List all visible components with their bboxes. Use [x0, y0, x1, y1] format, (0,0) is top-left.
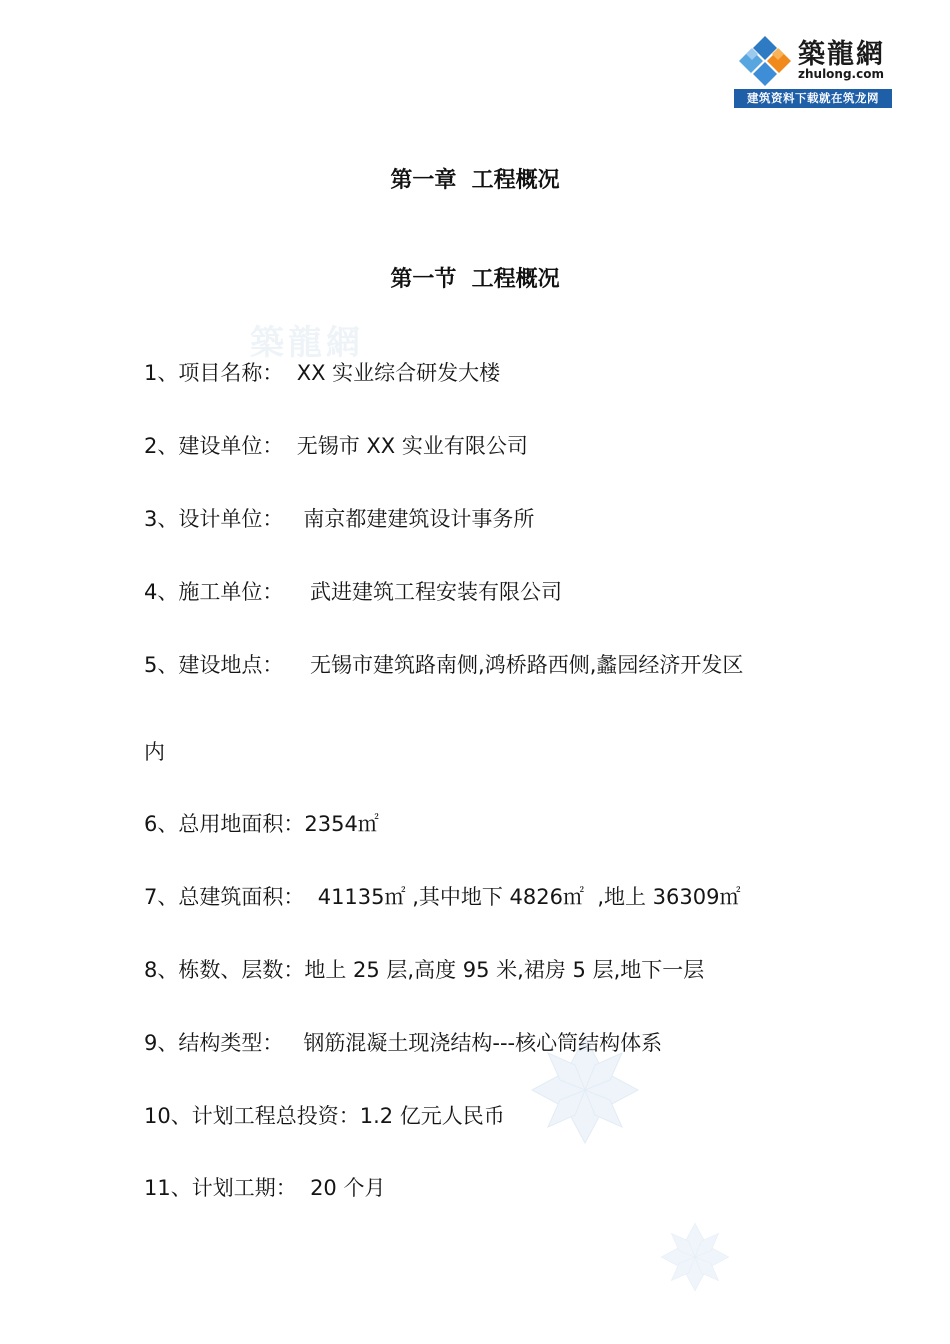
zhulong-logo [734, 30, 892, 108]
item-land-area: 6、总用地面积：2354㎡ [144, 812, 379, 836]
logo-tagline: 建筑资料下载就在筑龙网 [734, 89, 892, 108]
chapter-title: 第一章 工程概况 [390, 168, 560, 193]
item-contractor: 4、施工单位： 武进建筑工程安装有限公司 [144, 580, 563, 604]
watermark-small-snowflake-icon [660, 1222, 730, 1292]
item-location-continued: 内 [144, 740, 165, 764]
section-title: 第一节 工程概况 [390, 267, 560, 292]
item-investment: 10、计划工程总投资：1.2 亿元人民币 [144, 1104, 505, 1128]
item-structure-type: 9、结构类型： 钢筋混凝土现浇结构---核心筒结构体系 [144, 1031, 663, 1055]
item-designer: 3、设计单位： 南京都建建筑设计事务所 [144, 507, 535, 531]
logo-domain: zhulong.com [798, 67, 884, 81]
item-floors: 8、栋数、层数：地上 25 层,高度 95 米,裙房 5 层,地下一层 [144, 958, 705, 982]
logo-diamond-icon [736, 34, 794, 88]
item-building-area: 7、总建筑面积： 41135㎡ ,其中地下 4826㎡ ,地上 36309㎡ [144, 885, 741, 909]
item-project-name: 1、项目名称： XX 实业综合研发大楼 [144, 361, 501, 385]
item-schedule: 11、计划工期： 20 个月 [144, 1176, 386, 1200]
watermark-text: 築龍網 [250, 323, 364, 363]
logo-top [734, 30, 892, 88]
logo-name: 築龍網 [798, 39, 885, 70]
item-developer: 2、建设单位： 无锡市 XX 实业有限公司 [144, 434, 528, 458]
item-location: 5、建设地点： 无锡市建筑路南侧,鸿桥路西侧,蠡园经济开发区 [144, 653, 744, 677]
